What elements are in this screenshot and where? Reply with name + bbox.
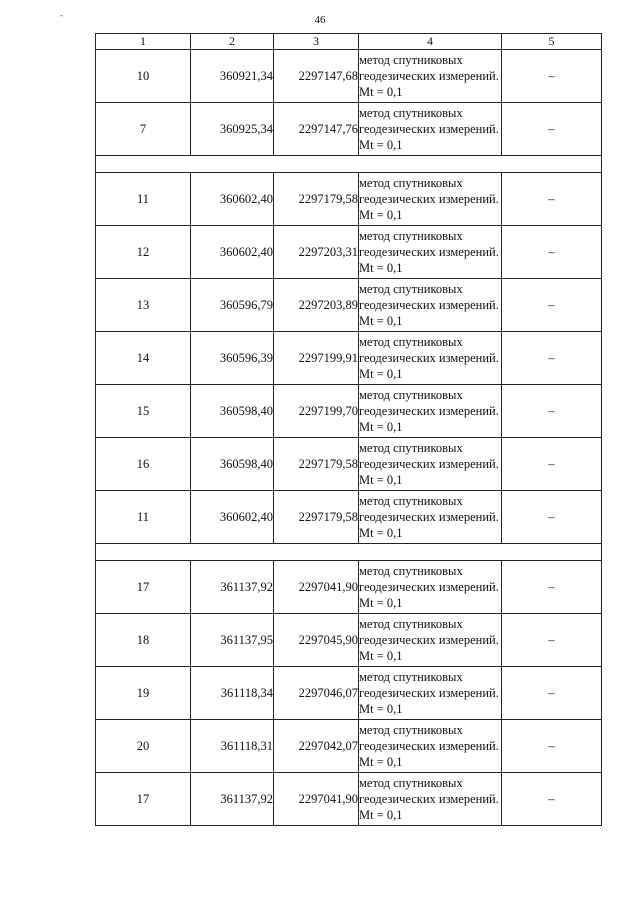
table-row <box>96 667 602 720</box>
point-number-cell: 11 <box>96 173 191 226</box>
note-cell: – <box>502 226 602 279</box>
point-number-cell: 16 <box>96 438 191 491</box>
table-row <box>96 332 602 385</box>
method-cell: метод спутниковых геодезических измерений. Mt = 0,1 <box>359 438 502 491</box>
note-cell: – <box>502 385 602 438</box>
x-coordinate-cell: 360596,79 <box>191 279 274 332</box>
y-coordinate-cell: 2297203,31 <box>274 226 359 279</box>
corner-mark: - <box>60 10 63 20</box>
table-row <box>96 50 602 103</box>
method-cell: метод спутниковых геодезических измерений. Mt = 0,1 <box>359 332 502 385</box>
section-separator-cell <box>96 156 602 173</box>
x-coordinate-cell: 361118,31 <box>191 720 274 773</box>
y-coordinate-cell: 2297046,07 <box>274 667 359 720</box>
point-number-cell: 18 <box>96 614 191 667</box>
note-cell: – <box>502 667 602 720</box>
x-coordinate-cell: 360598,40 <box>191 438 274 491</box>
point-number-cell: 7 <box>96 103 191 156</box>
table-row <box>96 226 602 279</box>
method-cell: метод спутниковых геодезических измерений. Mt = 0,1 <box>359 226 502 279</box>
note-cell: – <box>502 332 602 385</box>
method-cell: метод спутниковых геодезических измерений. Mt = 0,1 <box>359 773 502 826</box>
section-separator-row <box>96 156 602 173</box>
header-cell-5: 5 <box>502 34 602 50</box>
section-separator-cell <box>96 544 602 561</box>
x-coordinate-cell: 360921,34 <box>191 50 274 103</box>
x-coordinate-cell: 360602,40 <box>191 491 274 544</box>
y-coordinate-cell: 2297199,70 <box>274 385 359 438</box>
x-coordinate-cell: 360602,40 <box>191 226 274 279</box>
y-coordinate-cell: 2297041,90 <box>274 773 359 826</box>
y-coordinate-cell: 2297147,68 <box>274 50 359 103</box>
x-coordinate-cell: 361137,95 <box>191 614 274 667</box>
point-number-cell: 10 <box>96 50 191 103</box>
table-row <box>96 385 602 438</box>
x-coordinate-cell: 360925,34 <box>191 103 274 156</box>
table-row <box>96 773 602 826</box>
point-number-cell: 19 <box>96 667 191 720</box>
y-coordinate-cell: 2297179,58 <box>274 438 359 491</box>
table-row <box>96 720 602 773</box>
point-number-cell: 17 <box>96 773 191 826</box>
note-cell: – <box>502 438 602 491</box>
coordinates-table <box>95 33 602 826</box>
point-number-cell: 20 <box>96 720 191 773</box>
header-cell-4: 4 <box>359 34 502 50</box>
note-cell: – <box>502 173 602 226</box>
point-number-cell: 11 <box>96 491 191 544</box>
y-coordinate-cell: 2297045,90 <box>274 614 359 667</box>
method-cell: метод спутниковых геодезических измерений. Mt = 0,1 <box>359 385 502 438</box>
note-cell: – <box>502 773 602 826</box>
table-row <box>96 103 602 156</box>
note-cell: – <box>502 720 602 773</box>
page-number: 46 <box>314 14 326 26</box>
table-row <box>96 491 602 544</box>
method-cell: метод спутниковых геодезических измерений. Mt = 0,1 <box>359 173 502 226</box>
method-cell: метод спутниковых геодезических измерений. Mt = 0,1 <box>359 279 502 332</box>
table-row <box>96 173 602 226</box>
note-cell: – <box>502 561 602 614</box>
method-cell: метод спутниковых геодезических измерений. Mt = 0,1 <box>359 614 502 667</box>
table-row <box>96 614 602 667</box>
header-row <box>96 34 602 50</box>
y-coordinate-cell: 2297199,91 <box>274 332 359 385</box>
x-coordinate-cell: 361137,92 <box>191 561 274 614</box>
x-coordinate-cell: 360596,39 <box>191 332 274 385</box>
point-number-cell: 13 <box>96 279 191 332</box>
table-body <box>96 50 602 826</box>
note-cell: – <box>502 50 602 103</box>
y-coordinate-cell: 2297041,90 <box>274 561 359 614</box>
note-cell: – <box>502 103 602 156</box>
method-cell: метод спутниковых геодезических измерений. Mt = 0,1 <box>359 720 502 773</box>
table-row <box>96 279 602 332</box>
x-coordinate-cell: 360602,40 <box>191 173 274 226</box>
point-number-cell: 17 <box>96 561 191 614</box>
method-cell: метод спутниковых геодезических измерений. Mt = 0,1 <box>359 667 502 720</box>
table-row <box>96 438 602 491</box>
y-coordinate-cell: 2297147,76 <box>274 103 359 156</box>
header-cell-3: 3 <box>274 34 359 50</box>
note-cell: – <box>502 279 602 332</box>
note-cell: – <box>502 491 602 544</box>
x-coordinate-cell: 360598,40 <box>191 385 274 438</box>
header-cell-2: 2 <box>191 34 274 50</box>
point-number-cell: 12 <box>96 226 191 279</box>
method-cell: метод спутниковых геодезических измерений. Mt = 0,1 <box>359 561 502 614</box>
point-number-cell: 14 <box>96 332 191 385</box>
y-coordinate-cell: 2297203,89 <box>274 279 359 332</box>
y-coordinate-cell: 2297179,58 <box>274 173 359 226</box>
method-cell: метод спутниковых геодезических измерений. Mt = 0,1 <box>359 491 502 544</box>
header-cell-1: 1 <box>96 34 191 50</box>
y-coordinate-cell: 2297042,07 <box>274 720 359 773</box>
section-separator-row <box>96 544 602 561</box>
method-cell: метод спутниковых геодезических измерений. Mt = 0,1 <box>359 50 502 103</box>
point-number-cell: 15 <box>96 385 191 438</box>
note-cell: – <box>502 614 602 667</box>
table-row <box>96 561 602 614</box>
method-cell: метод спутниковых геодезических измерений. Mt = 0,1 <box>359 103 502 156</box>
x-coordinate-cell: 361118,34 <box>191 667 274 720</box>
y-coordinate-cell: 2297179,58 <box>274 491 359 544</box>
x-coordinate-cell: 361137,92 <box>191 773 274 826</box>
